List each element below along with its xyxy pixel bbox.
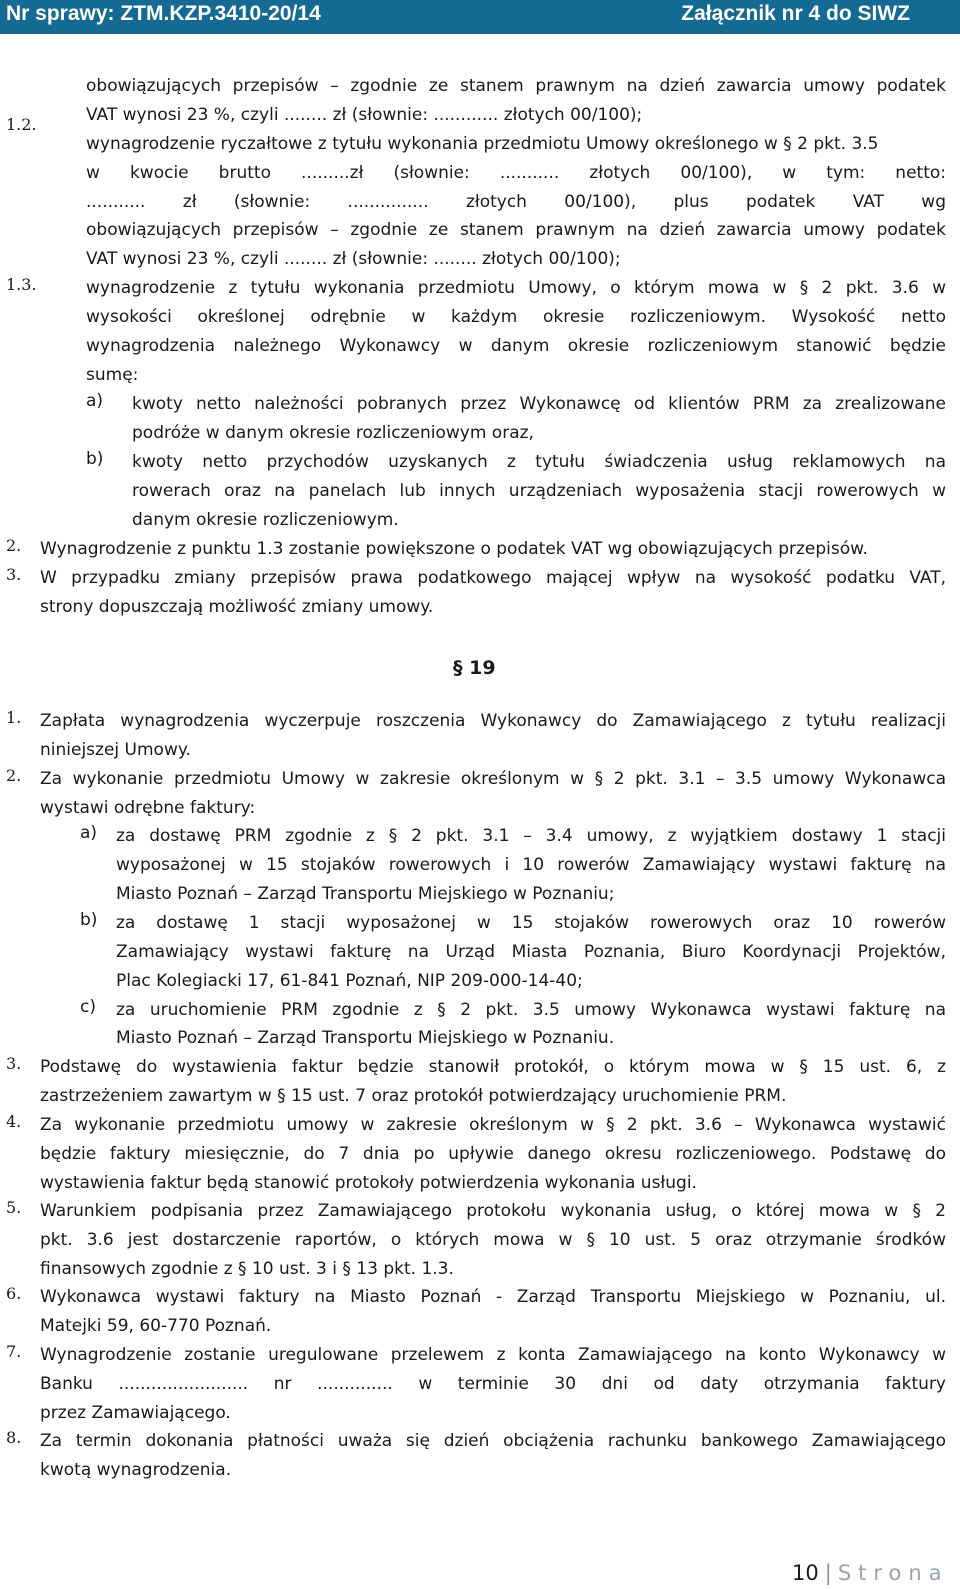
text-line: wysokości określonej odrębnie w każdym okresie rozliczeniowym. Wysokość netto [86, 307, 946, 327]
text-line: wynagrodzenie z tytułu wykonania przedmiotu Umowy, o którym mowa w § 2 pkt. 3.6 w [86, 278, 946, 298]
text-line: finansowych zgodnie z § 10 ust. 3 i § 13 pkt. 1.3. [40, 1259, 454, 1279]
text-line: Plac Kolegiacki 17, 61-841 Poznań, NIP 209-000-14-40; [116, 971, 583, 991]
page-footer [792, 1560, 949, 1586]
text-line: za dostawę PRM zgodnie z § 2 pkt. 3.1 – 3.4 umowy, z wyjątkiem dostawy 1 stacji [116, 826, 946, 846]
text-line: obowiązujących przepisów – zgodnie ze stanem prawnym na dzień zawarcia umowy podatek [86, 220, 946, 240]
case-number: Nr sprawy: ZTM.KZP.3410-20/14 [6, 2, 321, 25]
page-number: 10 [792, 1561, 819, 1585]
text-line: Zapłata wynagrodzenia wyczerpuje roszczenia Wykonawcy do Zamawiającego z tytułu realizacji [40, 711, 946, 731]
text-line: kwoty netto przychodów uzyskanych z tytułu świadczenia usług reklamowych na [132, 452, 946, 472]
text-line: rowerach oraz na panelach lub innych urządzeniach wyposażenia stacji rowerowych w [132, 481, 946, 501]
attachment-label: Załącznik nr 4 do SIWZ [681, 2, 910, 25]
text-line: Matejki 59, 60-770 Poznań. [40, 1316, 272, 1336]
text-line: wystawi odrębne faktury: [40, 798, 256, 818]
list-marker: 1. [6, 708, 22, 727]
text-line: danym okresie rozliczeniowym. [132, 510, 399, 530]
text-line: sumę: [86, 365, 139, 385]
text-line: Wynagrodzenie zostanie uregulowane przelewem z konta Zamawiającego na konto Wykonawcy w [40, 1345, 946, 1365]
text-line: wynagrodzenia należnego Wykonawcy w danym okresie rozliczeniowym stanowić będzie [86, 336, 946, 356]
text-line: kwoty netto należności pobranych przez Wykonawcę od klientów PRM za zrealizowane [132, 394, 946, 414]
text-line: Wynagrodzenie z punktu 1.3 zostanie powiększone o podatek VAT wg obowiązujących przepisów. [40, 539, 868, 559]
text-line: Miasto Poznań – Zarząd Transportu Miejskiego w Poznaniu. [116, 1028, 615, 1048]
list-marker: c) [80, 997, 96, 1017]
text-line: Warunkiem podpisania przez Zamawiającego protokołu wykonania usług, o której mowa w § 2 [40, 1201, 946, 1221]
text-line: wynagrodzenie ryczałtowe z tytułu wykonania przedmiotu Umowy określonego w § 2 pkt. 3.5 [86, 134, 879, 154]
list-marker: 2. [6, 766, 22, 785]
text-line: VAT wynosi 23 %, czyli ........ zł (słownie: ........ złotych 00/100); [86, 249, 621, 269]
text-line: strony dopuszczają możliwość zmiany umowy. [40, 597, 434, 617]
text-line: Wykonawca wystawi faktury na Miasto Poznań - Zarząd Transportu Miejskiego w Poznaniu, ul. [40, 1287, 946, 1307]
list-marker: 3. [6, 1054, 22, 1073]
list-marker: 8. [6, 1428, 22, 1447]
text-line: Banku ........................ nr .............. w terminie 30 dni od daty otrzymania faktury [40, 1374, 946, 1394]
text-line: Za termin dokonania płatności uważa się dzień obciążenia rachunku bankowego Zamawiającego [40, 1431, 946, 1451]
page-header [0, 0, 960, 34]
text-line: Za wykonanie przedmiotu Umowy w zakresie określonym w § 2 pkt. 3.1 – 3.5 umowy Wykonawca [40, 769, 946, 789]
text-line: Miasto Poznań – Zarząd Transportu Miejskiego w Poznaniu; [116, 884, 615, 904]
list-marker: 3. [6, 565, 22, 584]
section-heading: § 19 [453, 657, 496, 679]
text-line: ........... zł (słownie: ............... złotych 00/100), plus podatek VAT wg [86, 192, 946, 212]
footer-separator: | [824, 1561, 832, 1585]
list-marker: a) [80, 823, 98, 843]
list-marker: b) [80, 910, 98, 930]
list-marker: 1.2. [6, 115, 37, 134]
list-marker: 2. [6, 536, 22, 555]
list-marker: 6. [6, 1284, 22, 1303]
text-line: Za wykonanie przedmiotu umowy w zakresie określonym w § 2 pkt. 3.6 – Wykonawca wystawić [40, 1115, 946, 1135]
text-line: pkt. 3.6 jest dostarczenie raportów, o których mowa w § 10 ust. 5 oraz otrzymanie środków [40, 1230, 946, 1250]
text-line: za uruchomienie PRM zgodnie z § 2 pkt. 3.5 umowy Wykonawca wystawi fakturę na [116, 1000, 946, 1020]
text-line: za dostawę 1 stacji wyposażonej w 15 stojaków rowerowych oraz 10 rowerów [116, 913, 946, 933]
text-line: obowiązujących przepisów – zgodnie ze stanem prawnym na dzień zawarcia umowy podatek [86, 76, 946, 96]
list-marker: 7. [6, 1342, 22, 1361]
list-marker: 4. [6, 1112, 22, 1131]
text-line: Zamawiający wystawi fakturę na Urząd Miasta Poznania, Biuro Koordynacji Projektów, [116, 942, 946, 962]
text-line: VAT wynosi 23 %, czyli ........ zł (słownie: ............ złotych 00/100); [86, 105, 643, 125]
list-marker: a) [86, 391, 104, 411]
text-line: zastrzeżeniem zawartym w § 15 ust. 7 oraz protokół potwierdzający uruchomienie PRM. [40, 1086, 787, 1106]
text-line: podróże w danym okresie rozliczeniowym oraz, [132, 423, 534, 443]
list-marker: 5. [6, 1198, 22, 1217]
text-line: przez Zamawiającego. [40, 1403, 231, 1423]
text-line: kwotą wynagrodzenia. [40, 1460, 232, 1480]
list-marker: 1.3. [6, 275, 37, 294]
text-line: wyposażonej w 15 stojaków rowerowych i 10 rowerów Zamawiający wystawi fakturę na [116, 855, 946, 875]
page-word: Strona [837, 1561, 949, 1585]
text-line: w kwocie brutto .........zł (słownie: ........... złotych 00/100), w tym: netto: [86, 163, 946, 183]
text-line: niniejszej Umowy. [40, 740, 191, 760]
text-line: Podstawę do wystawienia faktur będzie stanowił protokół, o którym mowa w § 15 ust. 6, z [40, 1057, 946, 1077]
text-line: W przypadku zmiany przepisów prawa podatkowego mającej wpływ na wysokość podatku VAT, [40, 568, 946, 588]
text-line: wystawienia faktur będą stanowić protokoły potwierdzenia wykonania usługi. [40, 1173, 697, 1193]
list-marker: b) [86, 449, 104, 469]
text-line: będzie faktury miesięcznie, do 7 dnia po upływie danego okresu rozliczeniowego. Podstawę do [40, 1144, 946, 1164]
